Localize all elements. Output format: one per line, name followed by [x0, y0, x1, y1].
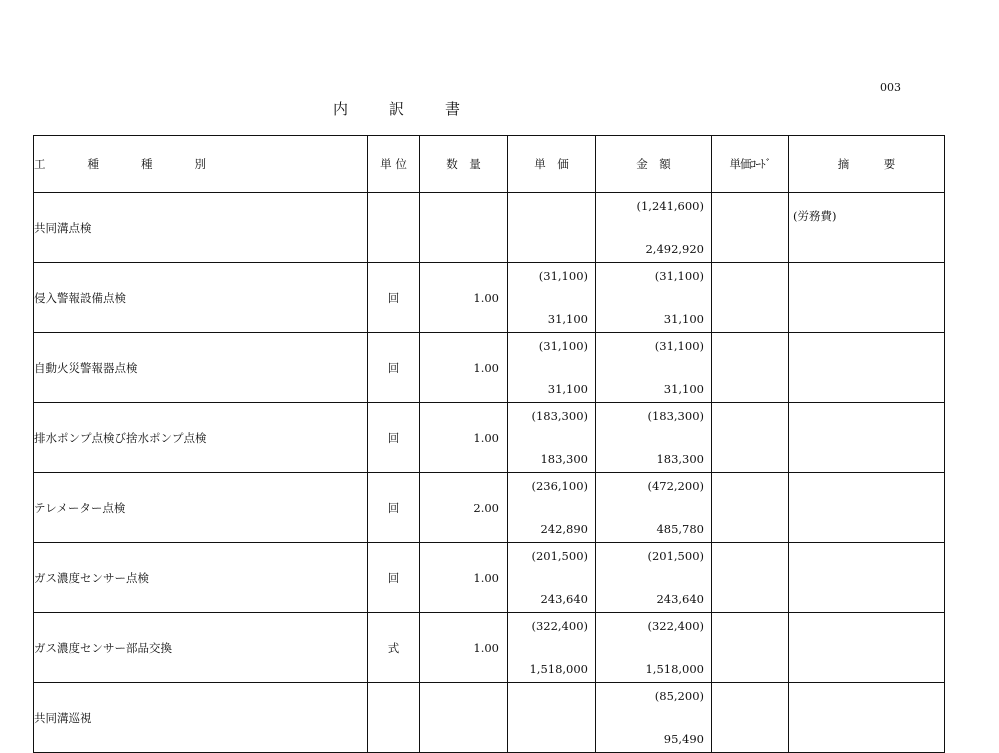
header-unit-price: 単 価 [508, 136, 596, 193]
quantity-cell: 1.00 [420, 543, 508, 613]
unit-cell [368, 193, 420, 263]
unit-price-cell [508, 403, 596, 473]
amount-labor: (183,300) [647, 409, 704, 423]
unit-cell: 回 [368, 263, 420, 333]
amount-total: 31,100 [663, 312, 704, 326]
unit-cell: 回 [368, 333, 420, 403]
quantity-cell: 2.00 [420, 473, 508, 543]
header-char: 種 [87, 157, 99, 171]
work-item-name: 侵入警報設備点検 [34, 263, 368, 333]
unit-price-labor: (183,300) [531, 409, 588, 423]
remarks-cell [789, 333, 945, 403]
remarks-cell [789, 473, 945, 543]
amount-cell [596, 613, 712, 683]
unit-price-cell [508, 473, 596, 543]
amount-labor: (472,200) [647, 479, 704, 493]
unit-cell: 回 [368, 473, 420, 543]
amount-labor: (322,400) [647, 619, 704, 633]
quantity-cell: 1.00 [420, 403, 508, 473]
title-char: 内 [333, 100, 349, 118]
work-item-name: 共同溝巡視 [34, 683, 368, 753]
remarks-cell: (労務費) [789, 193, 945, 263]
price-code-cell [712, 613, 789, 683]
price-code-cell [712, 333, 789, 403]
amount-cell [596, 403, 712, 473]
title-char: 書 [445, 100, 461, 118]
price-code-cell [712, 683, 789, 753]
amount-cell [596, 333, 712, 403]
amount-cell [596, 193, 712, 263]
quantity-cell: 1.00 [420, 613, 508, 683]
amount-cell [596, 263, 712, 333]
unit-price-total: 1,518,000 [529, 662, 588, 676]
amount-total: 31,100 [663, 382, 704, 396]
remarks-cell [789, 613, 945, 683]
table-row [34, 193, 945, 263]
amount-total: 2,492,920 [645, 242, 704, 256]
unit-price-total: 31,100 [547, 312, 588, 326]
remarks-cell [789, 403, 945, 473]
price-code-cell [712, 263, 789, 333]
remarks-cell [789, 543, 945, 613]
work-item-name: ガス濃度センサー点検 [34, 543, 368, 613]
work-item-name: 排水ポンプ点検び捨水ポンプ点検 [34, 403, 368, 473]
table-row [34, 333, 945, 403]
header-row [34, 136, 945, 193]
price-code-cell [712, 473, 789, 543]
header-remarks: 摘 要 [789, 136, 945, 193]
table-row [34, 403, 945, 473]
unit-cell: 回 [368, 403, 420, 473]
unit-cell: 回 [368, 543, 420, 613]
quantity-cell [420, 193, 508, 263]
quantity-cell: 1.00 [420, 333, 508, 403]
unit-price-cell [508, 613, 596, 683]
header-unit: 単 位 [368, 136, 420, 193]
unit-price-total: 31,100 [547, 382, 588, 396]
amount-labor: (1,241,600) [636, 199, 704, 213]
header-char: 別 [194, 157, 206, 171]
table-row [34, 683, 945, 753]
unit-price-labor: (236,100) [531, 479, 588, 493]
unit-price-labor: (31,100) [538, 269, 588, 283]
price-code-cell [712, 403, 789, 473]
amount-labor: (201,500) [647, 549, 704, 563]
unit-price-cell [508, 683, 596, 753]
unit-price-cell [508, 263, 596, 333]
price-code-cell [712, 543, 789, 613]
work-item-name: 共同溝点検 [34, 193, 368, 263]
amount-total: 95,490 [663, 732, 704, 746]
header-work-type [34, 136, 368, 193]
amount-cell [596, 683, 712, 753]
amount-total: 183,300 [656, 452, 704, 466]
amount-total: 243,640 [656, 592, 704, 606]
remarks-cell [789, 263, 945, 333]
unit-price-labor: (201,500) [531, 549, 588, 563]
unit-cell [368, 683, 420, 753]
unit-price-total: 183,300 [540, 452, 588, 466]
breakdown-table [33, 135, 945, 753]
unit-price-cell [508, 543, 596, 613]
unit-price-cell [508, 193, 596, 263]
work-item-name: ガス濃度センサー部品交換 [34, 613, 368, 683]
amount-labor: (85,200) [654, 689, 704, 703]
document-title [333, 98, 501, 119]
header-char: 工 [34, 157, 46, 171]
remarks-cell [789, 683, 945, 753]
unit-price-total: 242,890 [540, 522, 588, 536]
header-price-code: 単価ｺｰﾄﾞ [712, 136, 789, 193]
work-item-name: テレメーター点検 [34, 473, 368, 543]
header-quantity: 数 量 [420, 136, 508, 193]
amount-cell [596, 473, 712, 543]
unit-price-cell [508, 333, 596, 403]
table-row [34, 613, 945, 683]
quantity-cell: 1.00 [420, 263, 508, 333]
quantity-cell [420, 683, 508, 753]
amount-labor: (31,100) [654, 269, 704, 283]
table-row [34, 543, 945, 613]
table-row [34, 473, 945, 543]
page-number: 003 [880, 81, 901, 94]
amount-labor: (31,100) [654, 339, 704, 353]
unit-cell: 式 [368, 613, 420, 683]
work-item-name: 自動火災警報器点検 [34, 333, 368, 403]
amount-total: 1,518,000 [645, 662, 704, 676]
amount-cell [596, 543, 712, 613]
title-char: 訳 [389, 100, 405, 118]
unit-price-labor: (322,400) [531, 619, 588, 633]
table-row [34, 263, 945, 333]
price-code-cell [712, 193, 789, 263]
amount-total: 485,780 [656, 522, 704, 536]
unit-price-total: 243,640 [540, 592, 588, 606]
header-amount: 金 額 [596, 136, 712, 193]
header-char: 種 [141, 157, 153, 171]
unit-price-labor: (31,100) [538, 339, 588, 353]
